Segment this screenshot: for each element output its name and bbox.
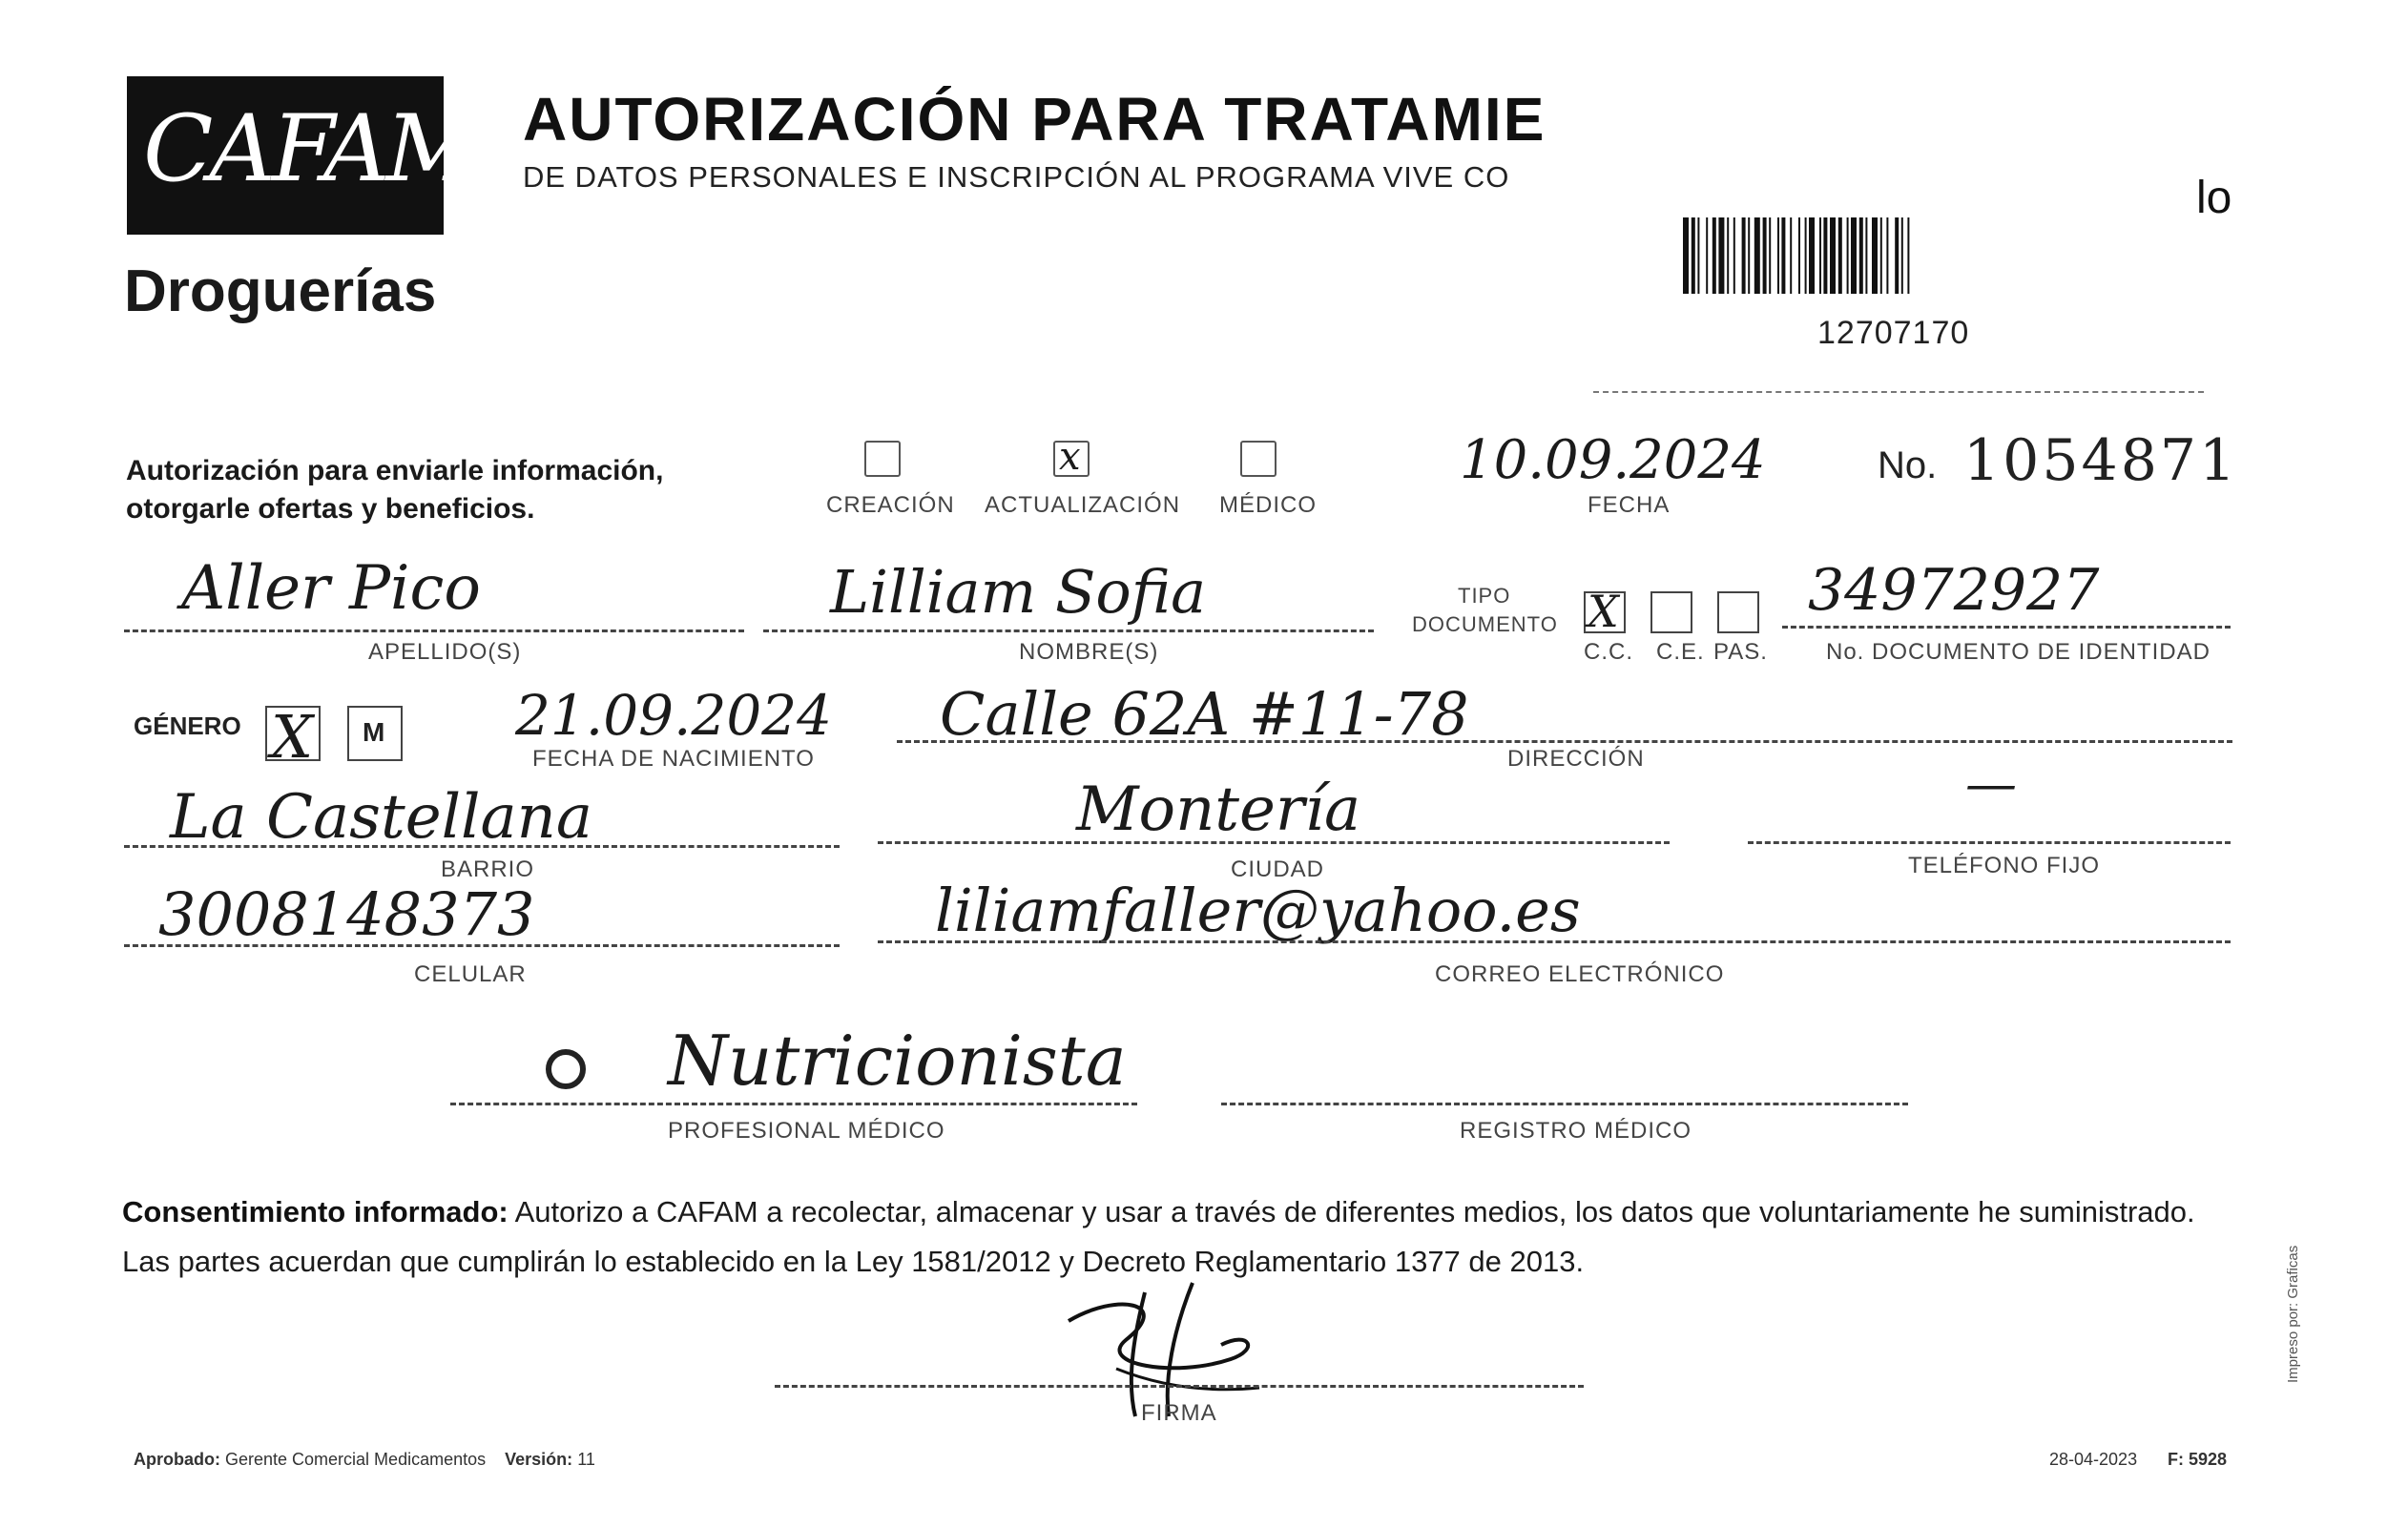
footer-version-label: Versión: bbox=[505, 1450, 573, 1469]
celular-value[interactable]: 3008148373 bbox=[158, 879, 535, 949]
fecha-nacimiento-label: FECHA DE NACIMIENTO bbox=[532, 746, 815, 772]
tipo-documento-label-line1: TIPO bbox=[1458, 584, 1511, 608]
barrio-line bbox=[124, 845, 840, 848]
telefono-fijo-value[interactable]: — bbox=[1965, 753, 2017, 814]
barrio-value[interactable]: La Castellana bbox=[170, 782, 593, 853]
barrio-label: BARRIO bbox=[441, 856, 535, 882]
footer-aprobado-value: Gerente Comercial Medicamentos bbox=[225, 1450, 487, 1469]
telefono-fijo-label: TELÉFONO FIJO bbox=[1908, 853, 2101, 878]
apellidos-label: APELLIDO(S) bbox=[368, 639, 522, 665]
profesional-medico-line bbox=[450, 1103, 1137, 1105]
checkbox-pas[interactable] bbox=[1717, 591, 1759, 633]
firma-label: FIRMA bbox=[1141, 1400, 1217, 1426]
correo-line bbox=[878, 940, 2231, 943]
checkbox-medico-label: MÉDICO bbox=[1219, 492, 1317, 518]
document-subtitle: DE DATOS PERSONALES E INSCRIPCIÓN AL PROGRAMA VIVE CO bbox=[523, 160, 1510, 194]
authorization-text-line2: otorgarle ofertas y beneficios. bbox=[126, 493, 535, 525]
ciudad-label: CIUDAD bbox=[1231, 856, 1325, 882]
ciudad-value[interactable]: Montería bbox=[1076, 774, 1361, 845]
footer-approval bbox=[134, 1450, 595, 1470]
nombres-line bbox=[763, 629, 1374, 632]
celular-line bbox=[124, 944, 840, 947]
authorization-text-line1: Autorización para enviarle información, bbox=[126, 455, 664, 486]
direccion-line bbox=[897, 740, 2232, 743]
checkbox-ce-label: C.E. bbox=[1656, 639, 1705, 665]
consent-line2: Las partes acuerdan que cumplirán lo establecido en la Ley 1581/2012 y Decreto Reglamentario 1377 de 2013. bbox=[122, 1245, 1585, 1278]
genero-label: GÉNERO bbox=[134, 712, 241, 740]
checkbox-actualizacion-mark: x bbox=[1059, 435, 1081, 479]
footer-code: F: 5928 bbox=[2168, 1450, 2228, 1469]
footer-date: 28-04-2023 bbox=[2049, 1450, 2138, 1469]
checkbox-actualizacion-label: ACTUALIZACIÓN bbox=[985, 492, 1181, 518]
checkbox-pas-label: PAS. bbox=[1713, 639, 1768, 665]
checkbox-cc[interactable] bbox=[1584, 586, 1626, 637]
ciudad-line bbox=[878, 841, 1670, 844]
fecha-value[interactable]: 10.09.2024 bbox=[1460, 429, 1766, 491]
celular-label: CELULAR bbox=[414, 961, 527, 987]
fecha-label: FECHA bbox=[1588, 492, 1671, 518]
apellidos-line bbox=[124, 629, 744, 632]
apellidos-value[interactable]: Aller Pico bbox=[181, 553, 481, 624]
checkbox-actualizacion[interactable] bbox=[1053, 435, 1090, 479]
authorization-text bbox=[126, 452, 663, 528]
divider bbox=[1593, 391, 2204, 393]
brand-logo-text: CAFAM bbox=[143, 95, 476, 202]
checkbox-genero-f[interactable] bbox=[265, 702, 321, 772]
consent-heading: Consentimiento informado: bbox=[122, 1195, 509, 1228]
consent-line1-text: Autorizo a CAFAM a recolectar, almacenar y usar a través de diferentes medios, los datos que voluntariamente he suministrado. bbox=[514, 1195, 2195, 1228]
checkbox-genero-m[interactable] bbox=[347, 706, 403, 761]
document-title: AUTORIZACIÓN PARA TRATAMIE bbox=[523, 85, 1547, 154]
registro-medico-line bbox=[1221, 1103, 1908, 1105]
checkbox-creacion[interactable] bbox=[864, 441, 901, 477]
profesional-medico-label: PROFESIONAL MÉDICO bbox=[668, 1118, 945, 1144]
documento-value[interactable]: 34972927 bbox=[1808, 557, 2100, 624]
correo-label: CORREO ELECTRÓNICO bbox=[1435, 961, 1725, 987]
documento-line bbox=[1782, 626, 2231, 629]
checkbox-creacion-label: CREACIÓN bbox=[826, 492, 955, 518]
checkbox-cc-mark: X bbox=[1588, 586, 1619, 637]
barcode-icon bbox=[1683, 217, 2065, 294]
checkbox-genero-f-mark: X bbox=[271, 702, 314, 772]
checkbox-genero-m-label: M bbox=[363, 717, 385, 747]
consent-line1 bbox=[122, 1187, 2345, 1237]
checkbox-cc-label: C.C. bbox=[1584, 639, 1633, 665]
fecha-nacimiento-value[interactable]: 21.09.2024 bbox=[515, 683, 833, 748]
nombres-value[interactable]: Lilliam Sofia bbox=[830, 557, 1207, 627]
footer-version-value: 11 bbox=[577, 1450, 595, 1469]
correo-value[interactable]: liliamfaller@yahoo.es bbox=[935, 876, 1581, 945]
direccion-label: DIRECCIÓN bbox=[1507, 746, 1645, 772]
checkbox-ce[interactable] bbox=[1650, 591, 1692, 633]
tipo-documento-label-line2: DOCUMENTO bbox=[1412, 612, 1558, 636]
printer-credit: Impreso por: Graficas bbox=[2285, 1245, 2301, 1383]
profesional-medico-value[interactable]: Nutricionista bbox=[668, 1021, 1127, 1101]
brand-subtitle: Droguerías bbox=[124, 258, 437, 324]
checkbox-medico[interactable] bbox=[1240, 441, 1277, 477]
registro-medico-label: REGISTRO MÉDICO bbox=[1460, 1118, 1692, 1144]
barcode-number: 12707170 bbox=[1817, 315, 1970, 351]
serial-number-value: 1054871 bbox=[1963, 427, 2239, 494]
firma-line bbox=[775, 1385, 1584, 1388]
serial-number-label: No. bbox=[1878, 444, 1938, 486]
consent-text bbox=[122, 1187, 2345, 1287]
footer-aprobado-label: Aprobado: bbox=[134, 1450, 220, 1469]
bullet-icon bbox=[546, 1049, 586, 1089]
telefono-fijo-line bbox=[1748, 841, 2231, 844]
documento-label: No. DOCUMENTO DE IDENTIDAD bbox=[1826, 639, 2211, 665]
corner-mark: lo bbox=[2196, 173, 2232, 223]
nombres-label: NOMBRE(S) bbox=[1019, 639, 1159, 665]
direccion-value[interactable]: Calle 62A #11-78 bbox=[940, 679, 1469, 749]
